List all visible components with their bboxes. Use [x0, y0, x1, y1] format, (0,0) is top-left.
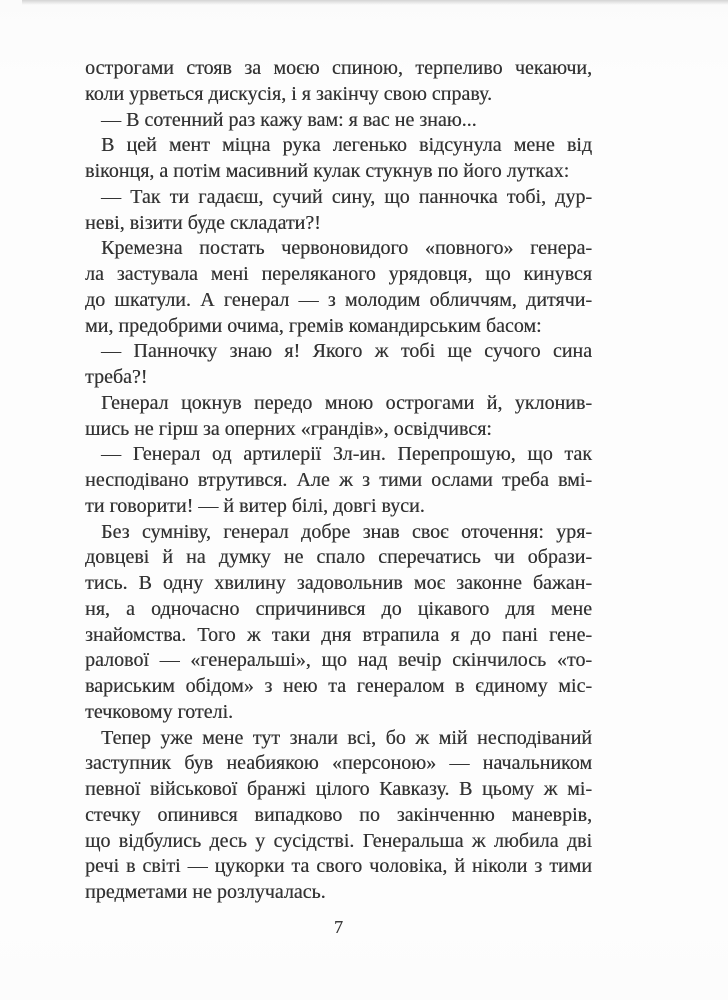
text-line: ти говорити! — й витер білі, довгі вуси. [85, 494, 425, 517]
text-line: — Генерал од артилерії Зл-ин. Перепрошую, що так [101, 443, 592, 466]
text-line: — Так ти гадаєш, сучий сину, що панночка тобі, дур- [101, 185, 592, 208]
text-line: ми, предобрими очима, гремів командирським басом: [85, 314, 542, 337]
text-line: певної військової бранжі цілого Кавказу. В цьому ж мі- [85, 778, 592, 800]
text-line: заступник був неабиякою «персоною» — начальником [85, 752, 592, 775]
text-line: що відбулись десь у сусідстві. Генеральша ж любила дві [85, 829, 592, 852]
text-line: течковому готелі. [85, 700, 234, 723]
text-line: Без сумніву, генерал добре знав своє оточення: уря- [101, 520, 592, 543]
text-line: — В сотенний раз кажу вам: я вас не знаю... [101, 108, 477, 131]
text-line: ня, а одночасно спричинився до цікавого для мене [85, 597, 592, 620]
text-line: стечку опинився випадково по закінченню маневрів, [85, 803, 592, 826]
text-line: ралової — «генеральші», що над вечір скінчилось «то- [85, 649, 592, 672]
text-block [85, 56, 592, 906]
text-line: віконця, а потім масивний кулак стукнув по його лутках: [85, 160, 570, 182]
text-line: до шкатули. А генерал — з молодим обличчям, дитячи- [85, 288, 592, 311]
text-line: коли урветься дискусія, і я закінчу свою справу. [85, 82, 492, 105]
text-line: тись. В одну хвилину задовольнив моє законне бажан- [85, 572, 592, 594]
text-line: неві, візити буде складати?! [85, 211, 321, 234]
text-line: предметами не розлучалась. [85, 881, 326, 903]
text-line: шись не гірш за оперних «грандів», освідчився: [85, 417, 492, 440]
text-line: Генерал цокнув передо мною острогами й, уклонив- [101, 391, 592, 414]
text-line: довцеві й на думку не спало сперечатись чи образи- [85, 546, 592, 569]
text-line: Кремезна постать червоновидого «повного» генера- [101, 237, 592, 260]
text-line: несподівано втрутився. Але ж з тими ослами треба вмі- [85, 469, 592, 491]
text-line: треба?! [85, 366, 148, 388]
text-line: Тепер уже мене тут знали всі, бо ж мій несподіваний [101, 726, 592, 749]
text-line: ла застувала мені переляканого урядовця, що кинувся [85, 263, 592, 285]
text-line: речі в світі — цукорки та свого чоловіка, й ніколи з тими [85, 855, 592, 878]
scan-edge-artifact [22, 0, 728, 5]
page-number: 7 [334, 917, 343, 937]
text-line: острогами стояв за моєю спиною, терпеливо чекаючи, [85, 57, 592, 79]
text-line: — Панночку знаю я! Якого ж тобі ще сучого сина [101, 340, 592, 363]
text-line: знайомства. Того ж таки дня втрапила я до пані гене- [85, 623, 592, 646]
text-line: В цей мент міцна рука легенько відсунула мене від [101, 134, 592, 157]
text-line: вариським обідом» з нею та генералом в єдиному міс- [85, 675, 592, 697]
